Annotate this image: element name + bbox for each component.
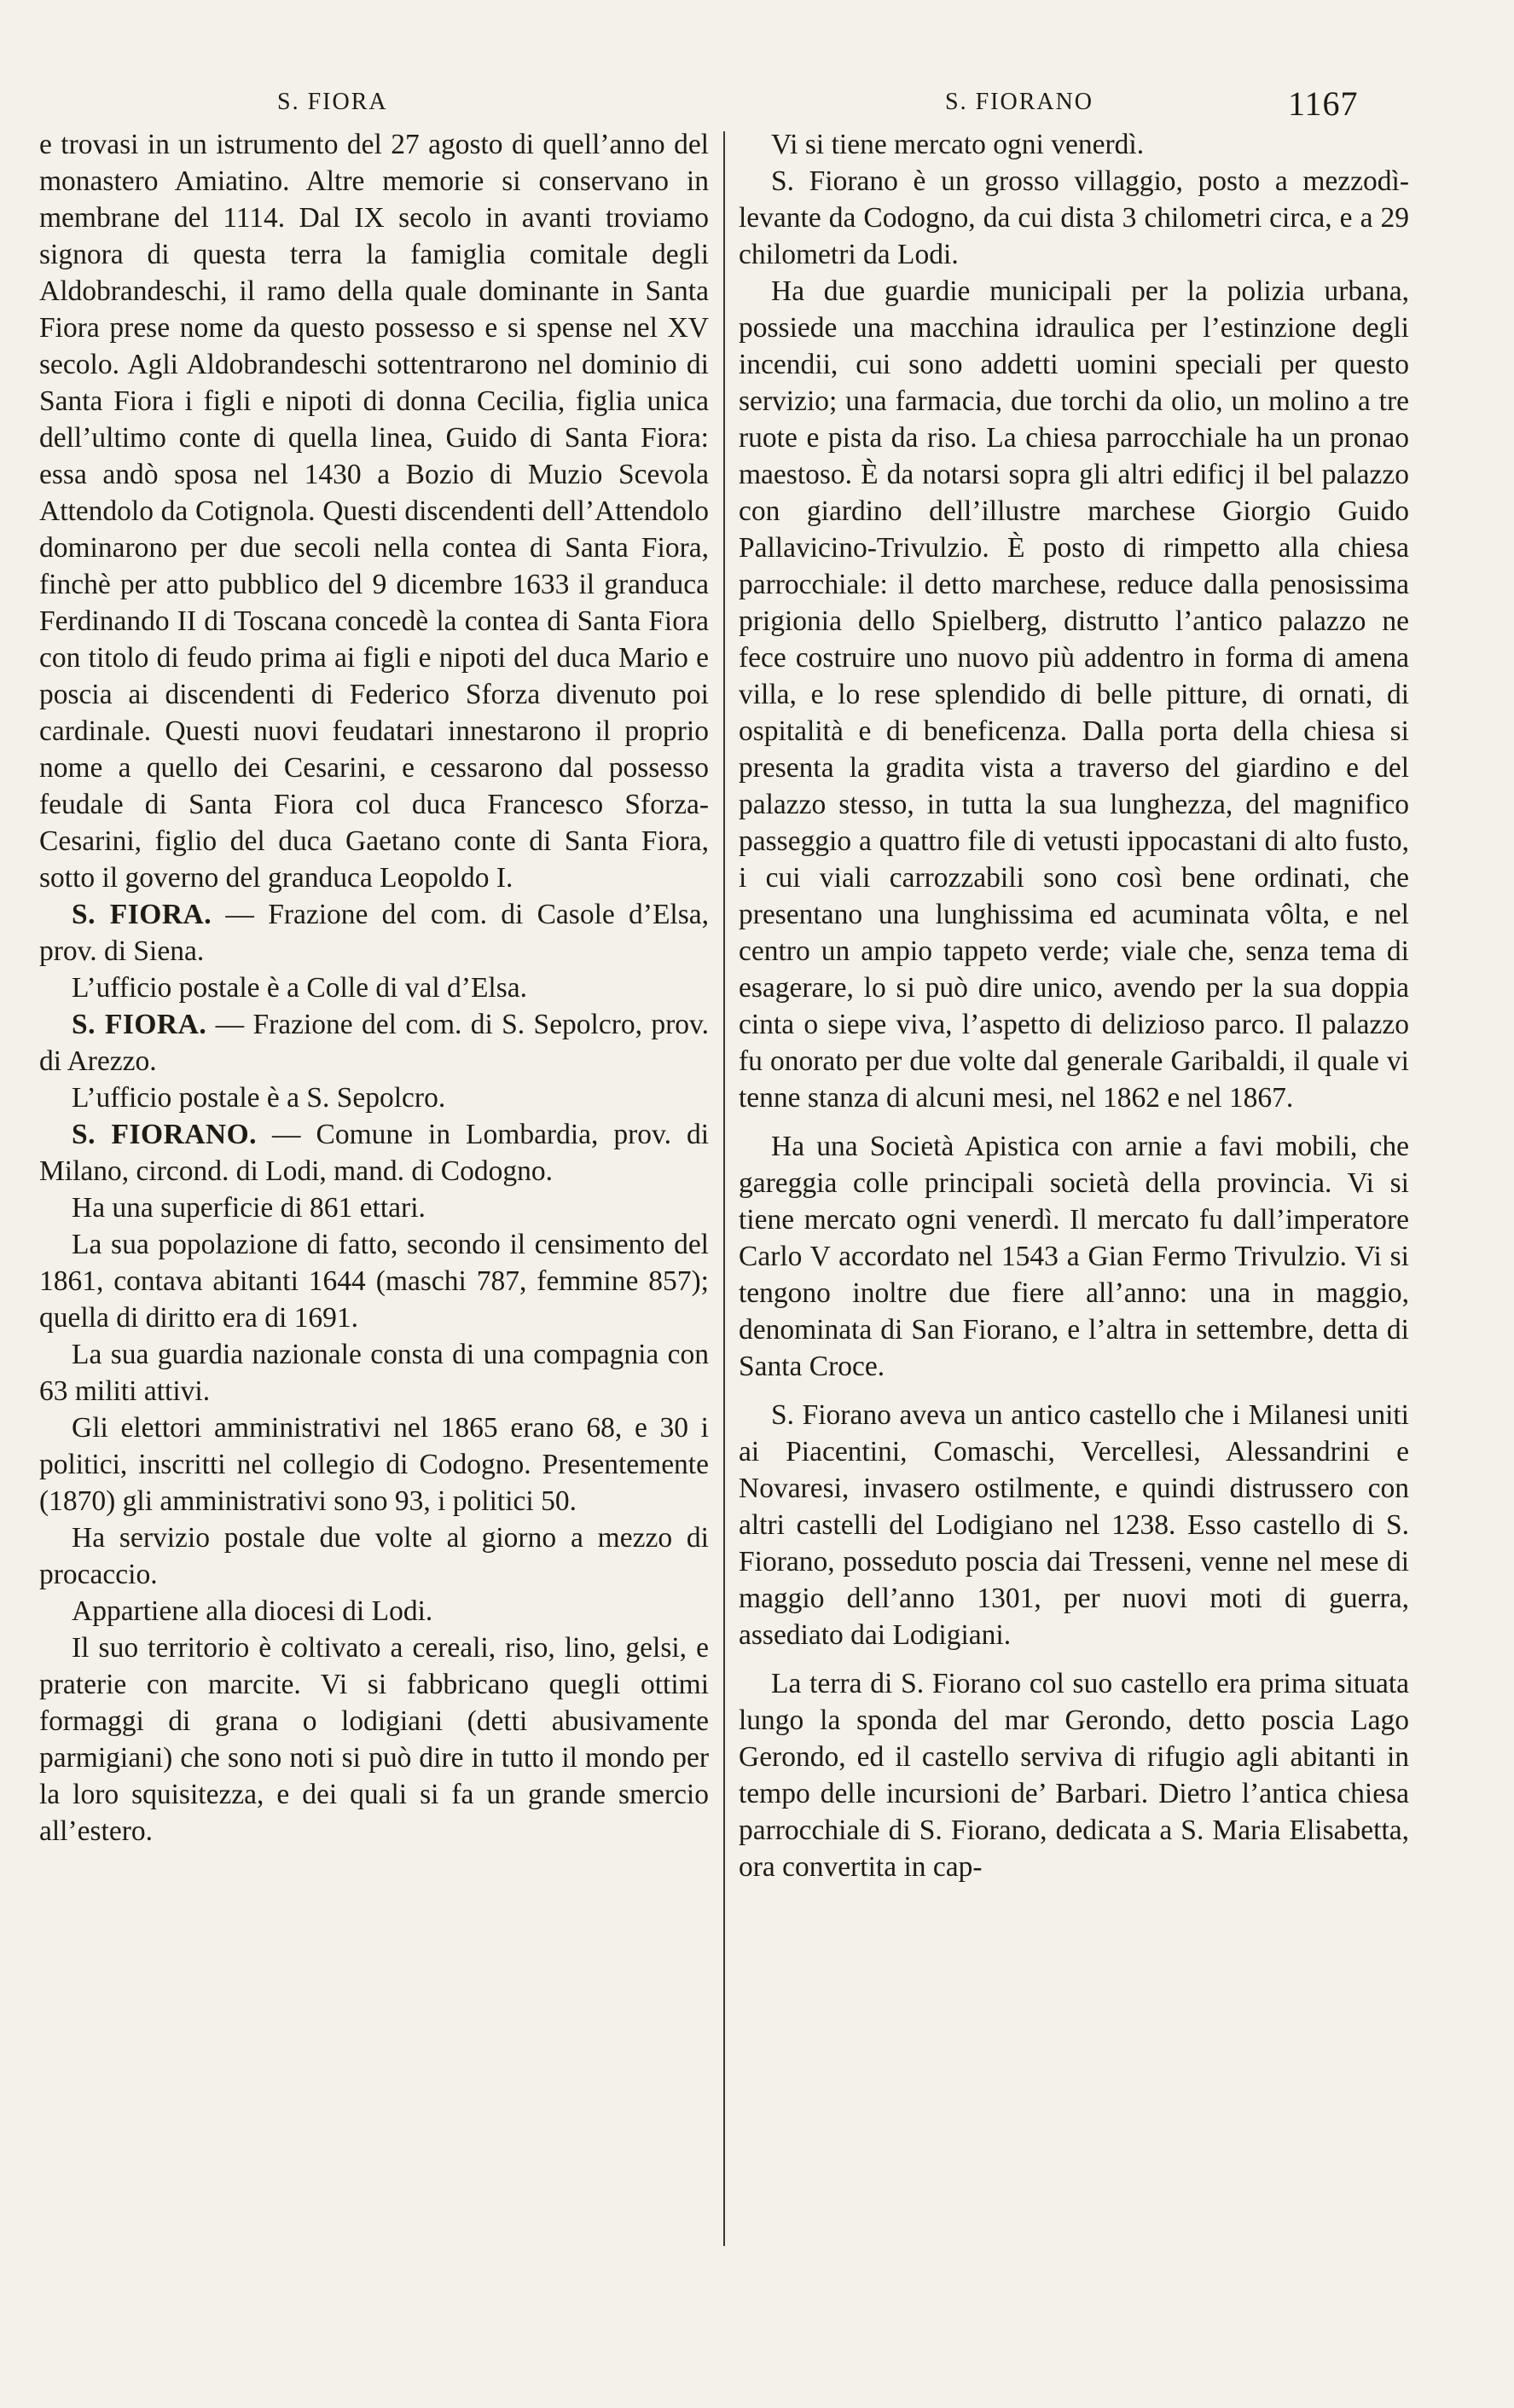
page-number: 1167 (1288, 84, 1359, 123)
paragraph: Ha servizio postale due volte al giorno a mezzo di procaccio. (39, 1522, 709, 1590)
entry-heading: S. FIORANO. (72, 1119, 258, 1150)
paragraph: Ha una Società Apistica con arnie a favi mobili, che gareggia colle principali società della provincia. Vi si tiene mercato ogni venerdì. Il mercato fu dall’imperatore Carlo V accordato nel 1543 a Gian Fermo Trivulzio. Vi si tengono inoltre due fiere all’anno: una in maggio, denominata di San Fiorano, e l’altra in settembre, detta di Santa Croce. (739, 1131, 1409, 1382)
paragraph: Ha due guardie municipali per la polizia urbana, possiede una macchina idraulica per l’estinzione degli incendii, cui sono addetti uomini speciali per questo servizio; una farmacia, due torchi da olio, un molino a tre ruote e pista da riso. La chiesa parrocchiale ha un pronao maestoso. È da notarsi sopra gli altri edificj il bel palazzo con giardino dell’illustre marchese Giorgio Guido Pallavicino-Trivulzio. È posto di rimpetto alla chiesa parrocchiale: il detto marchese, reduce dalla penosissima prigionia dello Spielberg, distrutto l’antico palazzo ne fece costruire uno nuovo più addentro in forma di amena villa, e lo rese splendido di belle pitture, di ornati, di ospitalità e di beneficenza. Dalla porta della chiesa si presenta la gradita vista a traverso del giardino e del palazzo stesso, in tutta la sua lunghezza, del magnifico passeggio a quattro file di vetusti ippocastani di alto fusto, i cui viali carrozzabili sono così bene ordinati, che presentano una lunghissima ed acuminata vôlta, e nel centro un ampio tappeto verde; viale che, senza tema di esagerare, lo si può dire unico, avendo per la sua doppia cinta o siepe viva, l’aspetto di delizioso parco. Il palazzo fu onorato per due volte dal generale Garibaldi, il quale vi tenne stanza di alcuni mesi, nel 1862 e nel 1867. (739, 275, 1409, 1114)
entry-text: — Comune in Lombardia, prov. di Milano, circond. di Lodi, mand. di Codogno. (39, 1119, 710, 1187)
paragraph: L’ufficio postale è a Colle di val d’Elsa. (72, 972, 528, 1004)
paragraph: L’ufficio postale è a S. Sepolcro. (72, 1082, 446, 1114)
paragraph: Il suo territorio è coltivato a cereali, riso, lino, gelsi, e praterie con marcite. Vi si fabbricano quegli ottimi formaggi di grana o lodigiani (detti abusivamente parmigiani) che sono noti si può dire in tutto il mondo per la loro squisitezza, e dei quali si fa un grande smercio all’estero. (39, 1632, 709, 1847)
paragraph: Appartiene alla diocesi di Lodi. (72, 1595, 433, 1627)
paragraph: S. Fiorano aveva un antico castello che i Milanesi uniti ai Piacentini, Comaschi, Vercellesi, Alessandrini e Novaresi, invasero ostilmente, e quindi distrussero con altri castelli del Lodigiano nel 1238. Esso castello di S. Fiorano, posseduto poscia dai Tresseni, venne nel mese di maggio dell’anno 1301, per nuovi moti di guerra, assediato dai Lodigiani. (739, 1399, 1409, 1651)
paragraph: e trovasi in un istrumento del 27 agosto di quell’anno del monastero Amiatino. Altre memorie si conservano in membrane del 1114. Dal IX secolo in avanti troviamo signora di questa terra la famiglia comitale degli Aldobrandeschi, il ramo della quale dominante in Santa Fiora prese nome da questo possesso e si spense nel XV secolo. Agli Aldobrandeschi sottentrarono nel dominio di Santa Fiora i figli e nipoti di donna Cecilia, figlia unica dell’ultimo conte di quella linea, Guido di Santa Fiora: essa andò sposa nel 1430 a Bozio di Muzio Scevola Attendolo da Cotignola. Questi discendenti dell’Attendolo dominarono per due secoli nella contea di Santa Fiora, finchè per atto pubblico del 9 dicembre 1633 il granduca Ferdinando II di Toscana concedè la contea di Santa Fiora con titolo di feudo prima ai figli e nipoti del duca Mario e poscia ai discendenti di Federico Sforza divenuto poi cardinale. Questi nuovi feudatari innestarono il proprio nome a quello dei Cesarini, e cessarono dal possesso feudale di Santa Fiora col duca Francesco Sforza-Cesarini, figlio del duca Gaetano conte di Santa Fiora, sotto il governo del granduca Leopoldo I. (39, 129, 709, 894)
entry-paragraph (39, 1116, 709, 1190)
entry-text: — Frazione del com. di Casole d’Elsa, prov. di Siena. (39, 899, 710, 967)
paragraph: La sua popolazione di fatto, secondo il censimento del 1861, contava abitanti 1644 (maschi 787, femmine 857); quella di diritto era di 1691. (39, 1229, 709, 1334)
paragraph: Gli elettori amministrativi nel 1865 erano 68, e 30 i politici, inscritti nel collegio di Codogno. Presentemente (1870) gli amministrativi sono 93, i politici 50. (39, 1412, 709, 1517)
entry-paragraph (39, 1006, 709, 1080)
entry-text: — Frazione del com. di S. Sepolcro, prov. di Arezzo. (39, 1009, 709, 1077)
column-divider (723, 131, 725, 2246)
entry-heading: S. FIORA. (72, 899, 212, 930)
paragraph: La terra di S. Fiorano col suo castello era prima situata lungo la sponda del mar Gerondo, detto poscia Lago Gerondo, ed il castello serviva di rifugio agli abitanti in tempo delle incursioni de’ Barbari. Dietro l’antica chiesa parrocchiale di S. Fiorano, dedicata a S. Maria Elisabetta, ora convertita in cap- (739, 1668, 1409, 1883)
entry-heading: S. FIORA. (72, 1009, 207, 1040)
left-column (39, 126, 709, 1849)
paragraph: S. Fiorano è un grosso villaggio, posto a mezzodì-levante da Codogno, da cui dista 3 chilometri circa, e a 29 chilometri da Lodi. (739, 165, 1409, 270)
paragraph: Vi si tiene mercato ogni venerdì. (771, 129, 1145, 160)
entry-paragraph (39, 896, 709, 970)
right-running-head: S. FIORANO (945, 89, 1094, 115)
left-running-head: S. FIORA (277, 89, 388, 115)
paragraph: La sua guardia nazionale consta di una compagnia con 63 militi attivi. (39, 1339, 709, 1407)
right-column (739, 126, 1409, 1885)
paragraph: Ha una superficie di 861 ettari. (72, 1192, 426, 1224)
